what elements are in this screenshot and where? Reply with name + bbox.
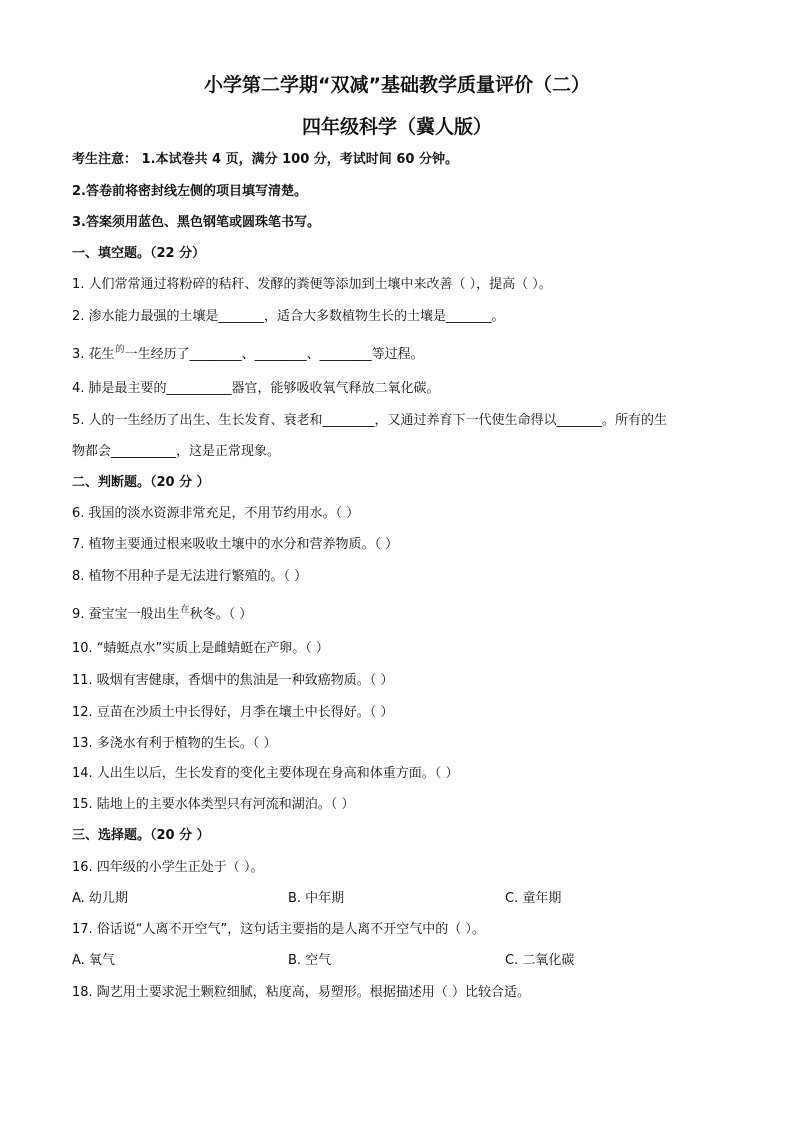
question-6: 6. 我国的淡水资源非常充足，不用节约用水。（ ） <box>72 506 360 521</box>
question-17-option-a: A. 氧气 <box>72 953 115 968</box>
question-15: 15. 陆地上的主要水体类型只有河流和湖泊。（ ） <box>72 797 355 812</box>
question-16-option-b: B. 中年期 <box>288 891 345 906</box>
question-17-option-b: B. 空气 <box>288 953 332 968</box>
question-3-superscript: 的 <box>115 345 125 355</box>
question-16-option-c: C. 童年期 <box>505 891 562 906</box>
question-5-line-2: 物都会__________，这是正常现象。 <box>72 444 281 459</box>
question-2: 2. 渗水能力最强的土壤是_______，适合大多数植物生长的土壤是_______。 <box>72 309 505 324</box>
page-title: 小学第二学期“双减”基础教学质量评价（二） <box>204 74 590 96</box>
question-16: 16. 四年级的小学生正处于（ ）。 <box>72 860 264 875</box>
question-8: 8. 植物不用种子是无法进行繁殖的。（ ） <box>72 569 308 584</box>
question-10: 10. “蜻蜓点水”实质上是雌蜻蜓在产卵。（ ） <box>72 641 329 656</box>
section-heading-true-false: 二、判断题。（20 分 ） <box>72 475 210 490</box>
notice-line-2: 2.答卷前将密封线左侧的项目填写清楚。 <box>72 184 307 199</box>
question-14: 14. 人出生以后，生长发育的变化主要体现在身高和体重方面。（ ） <box>72 766 459 781</box>
notice-line-1: 考生注意： 1.本试卷共 4 页，满分 100 分，考试时间 60 分钟。 <box>72 152 458 167</box>
question-3-end: 一生经历了________、________、________等过程。 <box>124 347 424 362</box>
question-9-start: 9. 蚕宝宝一般出生 <box>72 607 180 622</box>
question-16-option-a: A. 幼儿期 <box>72 891 128 906</box>
question-7: 7. 植物主要通过根来吸收土壤中的水分和营养物质。（ ） <box>72 537 399 552</box>
question-9-superscript: 在 <box>180 605 190 615</box>
notice-line-3: 3.答案须用蓝色、黑色钢笔或圆珠笔书写。 <box>72 215 320 230</box>
question-9 <box>72 606 252 625</box>
section-heading-multiple-choice: 三、选择题。（20 分 ） <box>72 828 210 843</box>
question-5-line-1: 5. 人的一生经历了出生、生长发育、衰老和________，又通过养育下一代使生命得以_______。所有的生 <box>72 413 668 428</box>
question-17-option-c: C. 二氧化碳 <box>505 953 575 968</box>
question-3 <box>72 346 424 365</box>
question-9-end: 秋冬。（ ） <box>189 607 253 622</box>
question-1: 1. 人们常常通过将粉碎的秸秆、发酵的粪便等添加到土壤中来改善（ ），提高（ ）。 <box>72 277 552 292</box>
question-11: 11. 吸烟有害健康，香烟中的焦油是一种致癌物质。（ ） <box>72 673 394 688</box>
question-18: 18. 陶艺用土要求泥土颗粒细腻，粘度高，易塑形。根据描述用（ ）比较合适。 <box>72 985 530 1000</box>
question-17: 17. 俗话说“人离不开空气”，这句话主要指的是人离不开空气中的（ ）。 <box>72 922 485 937</box>
question-12: 12. 豆苗在沙质土中长得好，月季在壤土中长得好。（ ） <box>72 705 394 720</box>
question-3-start: 3. 花生 <box>72 347 115 362</box>
question-4: 4. 肺是最主要的__________器官，能够吸收氧气释放二氧化碳。 <box>72 381 440 396</box>
section-heading-fill-in: 一、填空题。（22 分） <box>72 246 206 261</box>
question-13: 13. 多浇水有利于植物的生长。（ ） <box>72 736 277 751</box>
page-subtitle: 四年级科学（冀人版） <box>301 116 492 138</box>
